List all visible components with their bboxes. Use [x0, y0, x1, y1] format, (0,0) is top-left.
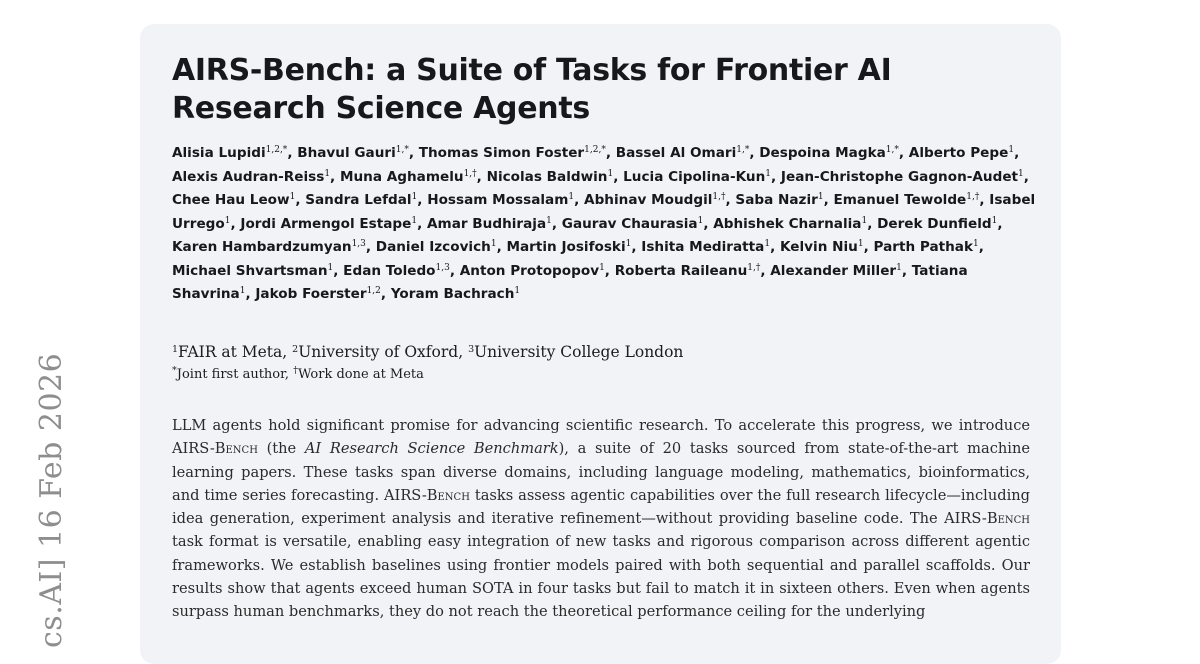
author-name — [297, 145, 409, 161]
author-affiliation-marker: 1 — [625, 239, 632, 249]
author-affiliation-marker: 1,* — [395, 145, 409, 155]
abstract-segment: LLM agents hold significant promise for advancing scientific research. To accelerate this progress, we introduce AIRS- — [172, 417, 1030, 458]
author-name — [487, 169, 614, 185]
author-name — [376, 239, 497, 255]
author-affiliation-marker: 1,2,* — [584, 145, 606, 155]
author-name-text: Anton Protopopov — [459, 262, 600, 279]
author-name — [562, 216, 704, 232]
author-list: Alisia Lupidi$^{1,2,*}$, Bhavul Gauri$^{1,*}$, Thomas Simon Foster$^{1,2,*}$, Bassel Al Omari$^{1,*}$, Despoina Magka$^{1,*}$, Alberto Pepe$^1$, Alexis Audran-Reiss$^1$, Muna Aghamelu$^{1,\dagger}$, Nicolas Baldwin$^1$, Lucia Cipolina-Kun$^1$, Jean-Christophe Gagnon-Audet$^1$, Chee Hau Leow$^1$, Sandra Lefdal$^1$, Hossam Mossalam$^1$, Abhinav Moudgil$^{1,\dagger}$, Saba Nazir$^1$, Emanuel Tewolde$^{1,\dagger}$, Isabel Urrego$^1$, Jordi Armengol Estape$^1$, Amar Budhiraja$^1$, Gaurav Chaurasia$^1$, Abhishek Charnalia$^1$, Derek Dunfield$^1$, Karen Hambardzumyan$^{1,3}$, Daniel Izcovich$^1$, Martin Josifoski$^1$, Ishita Mediratta$^1$, Kelvin Niu$^1$, Parth Pathak$^1$, Michael Shvartsman$^1$, Edan Toledo$^{1,3}$, Anton Protopopov$^1$, Roberta Raileanu$^{1,\dagger}$, Alexander Miller$^1$, Tatiana Shavrina$^1$, Jakob Foerster$^{1,2}$, Yoram Bachrach$^1$ — [172, 145, 1036, 302]
author-affiliation-marker: 1 — [289, 192, 296, 202]
author-name-text: Alexis Audran-Reiss — [172, 168, 325, 185]
author-name — [623, 169, 771, 185]
author-name — [427, 192, 574, 208]
author-name — [833, 192, 979, 208]
abstract-text — [172, 414, 1030, 624]
author-name-text: Lucia Cipolina-Kun — [623, 168, 766, 185]
author-name-text: Michael Shvartsman — [172, 262, 328, 279]
note-text: Work done at Meta — [297, 367, 424, 382]
paper-title: AIRS-Bench: a Suite of Tasks for Frontier AI Research Science Agents — [172, 53, 892, 126]
author-name-text: Alexander Miller — [770, 262, 897, 279]
author-name — [172, 239, 366, 255]
author-affiliation-marker: 1,* — [885, 145, 899, 155]
author-affiliation-marker: 1,* — [736, 145, 750, 155]
arxiv-side-stamp — [28, 326, 72, 648]
author-affiliation-marker: 1 — [1018, 168, 1024, 179]
author-name — [735, 192, 823, 208]
author-name — [460, 263, 605, 279]
author-name — [172, 145, 287, 161]
author-name — [340, 169, 477, 185]
author-affiliation-marker: 1,2 — [366, 286, 381, 296]
author-name — [391, 286, 520, 302]
affiliation-name: University of Oxford — [298, 343, 459, 361]
affiliations-block — [172, 340, 1032, 386]
author-name — [770, 263, 902, 279]
author-affiliation-marker: 1 — [568, 192, 575, 202]
author-affiliation-marker: 1 — [490, 239, 497, 249]
author-affiliation-marker: 1 — [607, 168, 614, 179]
author-name — [172, 263, 333, 279]
author-name-text: Edan Toledo — [343, 262, 436, 279]
affiliation-marker: 3 — [468, 344, 475, 355]
author-name-text: Parth Pathak — [873, 239, 974, 255]
author-affiliation-marker: 1 — [239, 286, 246, 296]
author-name-text: Karen Hambardzumyan — [172, 239, 352, 255]
author-name-text: Sandra Lefdal — [305, 192, 412, 208]
author-name — [506, 239, 631, 255]
author-name-text: Bhavul Gauri — [297, 145, 396, 161]
author-name-text: Gaurav Chaurasia — [561, 215, 698, 232]
abstract-segment: ), a suite of 20 tasks sourced from state-of-the-art machine learning papers. These tasks span diverse domains, including language modeling, mathematics, bioinformatics, and time series forecasting. AIRS- — [172, 440, 1030, 504]
author-name-text: Bassel Al Omari — [615, 145, 737, 161]
author-affiliation-marker: 1 — [1008, 145, 1015, 155]
author-name-text: Alisia Lupidi — [172, 145, 266, 161]
author-affiliation-marker: 1 — [973, 239, 979, 249]
author-affiliation-marker: 1 — [817, 192, 824, 202]
author-name — [877, 216, 997, 232]
author-name-text: Abhinav Moudgil — [584, 192, 713, 208]
author-name — [584, 192, 725, 208]
author-name-text: Muna Aghamelu — [339, 168, 464, 185]
author-affiliation-marker: 1,† — [747, 262, 761, 273]
author-name-text: Thomas Simon Foster — [418, 145, 585, 161]
author-name — [240, 216, 417, 232]
author-name — [780, 239, 864, 255]
author-name-text: Despoina Magka — [759, 145, 886, 161]
abstract-segment: tasks assess agentic capabilities over the full research lifecycle—including idea generation, experiment analysis and iterative refinement—without providing baseline code. The AIRS- — [172, 486, 1030, 528]
author-affiliation-marker: 1 — [765, 168, 772, 179]
author-name — [615, 263, 761, 279]
author-name — [172, 192, 295, 208]
author-affiliation-marker: 1 — [411, 192, 418, 202]
author-affiliation-marker: 1 — [861, 215, 868, 226]
author-name-text: Jakob Foerster — [255, 286, 367, 302]
author-name — [759, 145, 899, 161]
author-name — [873, 239, 978, 255]
author-name-text: Emanuel Tewolde — [833, 192, 967, 208]
author-affiliation-marker: 1,† — [966, 192, 980, 202]
abstract-segment: (the — [257, 440, 305, 458]
paper-header-card — [140, 24, 1061, 664]
author-name — [641, 239, 770, 255]
note-text: Joint first author — [176, 367, 285, 382]
author-affiliation-marker: 1 — [599, 262, 605, 273]
author-name — [427, 216, 552, 232]
author-affiliation-marker: 1,† — [463, 168, 477, 179]
author-affiliation-marker: 1 — [327, 262, 334, 273]
author-name-text: Jean-Christophe Gagnon-Audet — [780, 168, 1019, 185]
affiliation-marker: 1 — [172, 344, 179, 355]
arxiv-identifier-text: cs.AI] 16 Feb 2026 — [34, 352, 69, 648]
author-affiliation-marker: 1 — [324, 168, 331, 179]
author-name — [305, 192, 417, 208]
author-affiliation-marker: 1,2,* — [265, 145, 288, 155]
author-affiliation-marker: 1 — [764, 239, 771, 249]
author-name-text: Alberto Pepe — [908, 145, 1009, 161]
affiliation-name: University College London — [474, 343, 684, 361]
author-affiliation-marker: 1 — [514, 286, 521, 296]
affiliation-line: $^1$FAIR at Meta, $^2$University of Oxford, $^3$University College London — [172, 343, 684, 361]
author-name — [616, 145, 750, 161]
author-name-text: Nicolas Baldwin — [486, 168, 608, 185]
author-affiliation-marker: 1,3 — [435, 262, 450, 273]
affiliation-name: FAIR at Meta — [178, 343, 283, 361]
author-name-text: Jordi Armengol Estape — [240, 215, 412, 232]
author-name-text: Saba Nazir — [735, 192, 818, 208]
author-name-text: Martin Josifoski — [506, 239, 626, 255]
author-name — [909, 145, 1014, 161]
author-name-text: Isabel Urrego — [172, 192, 1036, 232]
abstract-italic: AI Research Science Benchmark — [304, 440, 559, 458]
author-name-text: Roberta Raileanu — [614, 262, 748, 279]
author-affiliation-marker: 1,3 — [351, 239, 366, 249]
author-affiliation-marker: 1 — [546, 215, 552, 226]
author-affiliation-marker: 1 — [896, 262, 902, 273]
note-marker: * — [172, 365, 177, 376]
author-name — [172, 169, 330, 185]
author-name — [781, 169, 1024, 185]
author-name-text: Amar Budhiraja — [427, 215, 547, 232]
abstract-small-caps: Bench — [426, 486, 470, 504]
author-name — [419, 145, 606, 161]
author-name-text: Tatiana Shavrina — [172, 262, 968, 302]
author-name-text: Daniel Izcovich — [375, 239, 491, 255]
author-affiliation-marker: 1 — [697, 215, 704, 226]
author-name — [343, 263, 450, 279]
author-name-text: Chee Hau Leow — [172, 192, 290, 208]
note-marker: † — [293, 365, 298, 376]
author-affiliation-marker: 1 — [991, 215, 998, 226]
author-affiliation-marker: 1 — [857, 239, 864, 249]
abstract-segment: task format is versatile, enabling easy integration of new tasks and rigorous comparison across different agentic frameworks. We establish baselines using frontier models paired with both sequential and parallel scaffolds. Our results show that agents exceed human SOTA in four tasks but fail to match it in sixteen others. Even when agents surpass human benchmarks, they do not reach the theoretical performance ceiling for the underlying — [172, 533, 1030, 621]
author-name-text: Kelvin Niu — [780, 239, 858, 255]
affiliation-marker: 2 — [292, 344, 299, 355]
author-name-text: Ishita Mediratta — [641, 239, 765, 255]
author-affiliation-marker: 1 — [224, 215, 231, 226]
author-name — [713, 216, 867, 232]
abstract-small-caps: Bench — [986, 510, 1030, 528]
author-name-text: Yoram Bachrach — [390, 286, 515, 302]
abstract-small-caps: Bench — [214, 440, 258, 458]
author-name-text: Derek Dunfield — [877, 215, 992, 232]
author-name-text: Abhishek Charnalia — [713, 215, 862, 232]
author-name — [255, 286, 381, 302]
author-name-text: Hossam Mossalam — [427, 192, 569, 208]
author-affiliation-marker: 1 — [411, 215, 418, 226]
author-notes-line: *Joint first author, †Work done at Meta — [172, 365, 424, 382]
author-affiliation-marker: 1,† — [712, 192, 726, 202]
